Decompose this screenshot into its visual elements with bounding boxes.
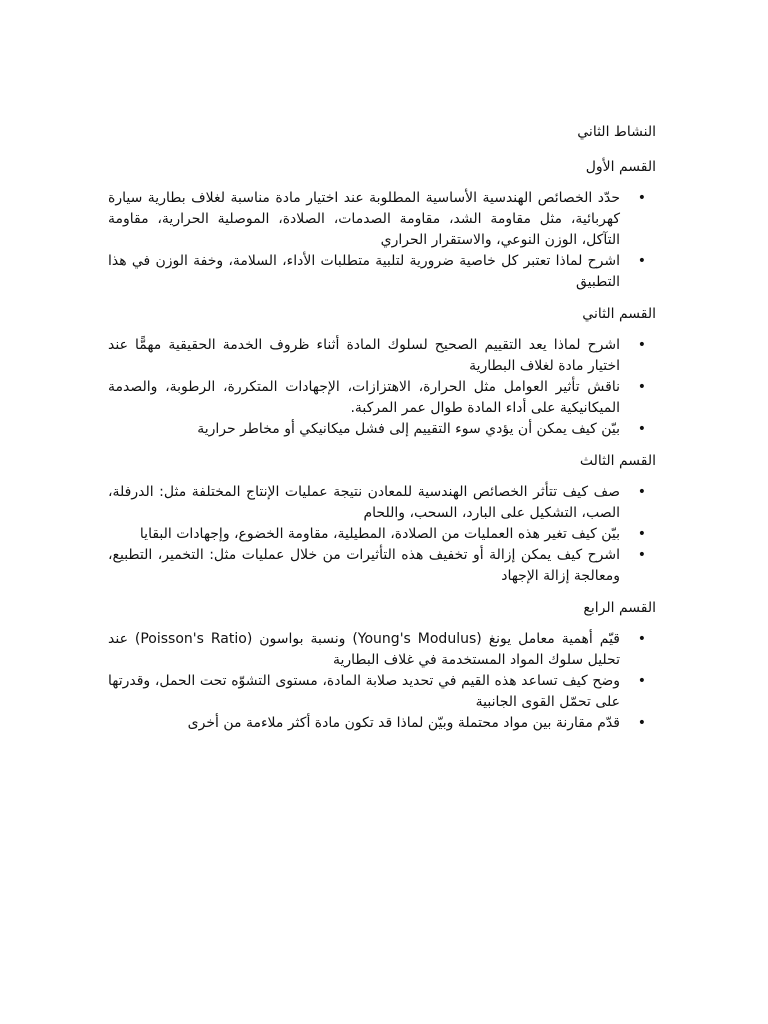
bullet-icon: • (637, 253, 646, 269)
section-heading: القسم الثاني (582, 306, 656, 322)
list-item-text: ناقش تأثير العوامل مثل الحرارة، الاهتزازات، الإجهادات المتكررة، الرطوبة، والصدمة الميكانيكية على أداء المادة طوال عمر المركبة. (108, 379, 620, 416)
bullet-icon: • (637, 715, 646, 731)
section-1 (108, 157, 656, 293)
list-item (108, 419, 656, 440)
list-item (108, 335, 656, 377)
list-item-text: حدّد الخصائص الهندسية الأساسية المطلوبة عند اختيار مادة مناسبة لغلاف بطارية سيارة كهربائية، مثل مقاومة الشد، مقاومة الصدمات، الصلادة، الموصلية الحرارية، مقاومة التآكل، الوزن النوعي، والاستقرار الحراري (108, 190, 620, 248)
bullet-icon: • (637, 547, 646, 563)
bullet-icon: • (637, 673, 646, 689)
section-4 (108, 598, 656, 734)
list-item-text: قدّم مقارنة بين مواد محتملة وبيّن لماذا قد تكون مادة أكثر ملاءمة من أخرى (187, 715, 620, 731)
list-item (108, 524, 656, 545)
bullet-icon: • (637, 190, 646, 206)
list-item-text: بيّن كيف يمكن أن يؤدي سوء التقييم إلى فشل ميكانيكي أو مخاطر حرارية (197, 421, 620, 437)
list-item (108, 713, 656, 734)
list-item (108, 545, 656, 587)
list-item-text: اشرح لماذا يعد التقييم الصحيح لسلوك المادة أثناء ظروف الخدمة الحقيقية مهمًّا عند اختيار مادة لغلاف البطارية (108, 337, 620, 374)
document-title: النشاط الثاني (577, 124, 656, 140)
section-2 (108, 304, 656, 440)
bullet-icon: • (637, 526, 646, 542)
list-item-text: اشرح كيف يمكن إزالة أو تخفيف هذه التأثيرات من خلال عمليات مثل: التخمير، التطبيع، ومعالجة إزالة الإجهاد (108, 547, 620, 584)
section-list (108, 482, 656, 587)
section-list (108, 629, 656, 734)
list-item (108, 629, 656, 671)
list-item-text: اشرح لماذا تعتبر كل خاصية ضرورية لتلبية متطلبات الأداء، السلامة، وخفة الوزن في هذا التطبيق (108, 253, 620, 290)
section-heading: القسم الرابع (583, 600, 656, 616)
list-item (108, 251, 656, 293)
list-item-text: وضح كيف تساعد هذه القيم في تحديد صلابة المادة، مستوى التشوّه تحت الحمل، وقدرتها على تحمّل القوى الجانبية (108, 673, 620, 710)
list-item-text: بيّن كيف تغير هذه العمليات من الصلادة، المطيلية، مقاومة الخضوع، وإجهادات البقايا (139, 526, 620, 542)
bullet-icon: • (637, 631, 646, 647)
document-page (108, 122, 656, 745)
bullet-icon: • (637, 484, 646, 500)
section-list (108, 335, 656, 440)
section-list (108, 188, 656, 293)
bullet-icon: • (637, 421, 646, 437)
list-item-text: قيّم أهمية معامل يونغ (Young's Modulus) ونسبة بواسون (Poisson's Ratio) عند تحليل سلوك المواد المستخدمة في غلاف البطارية (108, 631, 620, 668)
list-item-text: صف كيف تتأثر الخصائص الهندسية للمعادن نتيجة عمليات الإنتاج المختلفة مثل: الدرفلة، الصب، التشكيل على البارد، السحب، واللحام (108, 484, 620, 521)
section-heading: القسم الثالث (579, 453, 656, 469)
bullet-icon: • (637, 379, 646, 395)
section-3 (108, 451, 656, 587)
list-item (108, 377, 656, 419)
section-heading: القسم الأول (585, 159, 656, 175)
list-item (108, 188, 656, 251)
list-item (108, 482, 656, 524)
list-item (108, 671, 656, 713)
bullet-icon: • (637, 337, 646, 353)
